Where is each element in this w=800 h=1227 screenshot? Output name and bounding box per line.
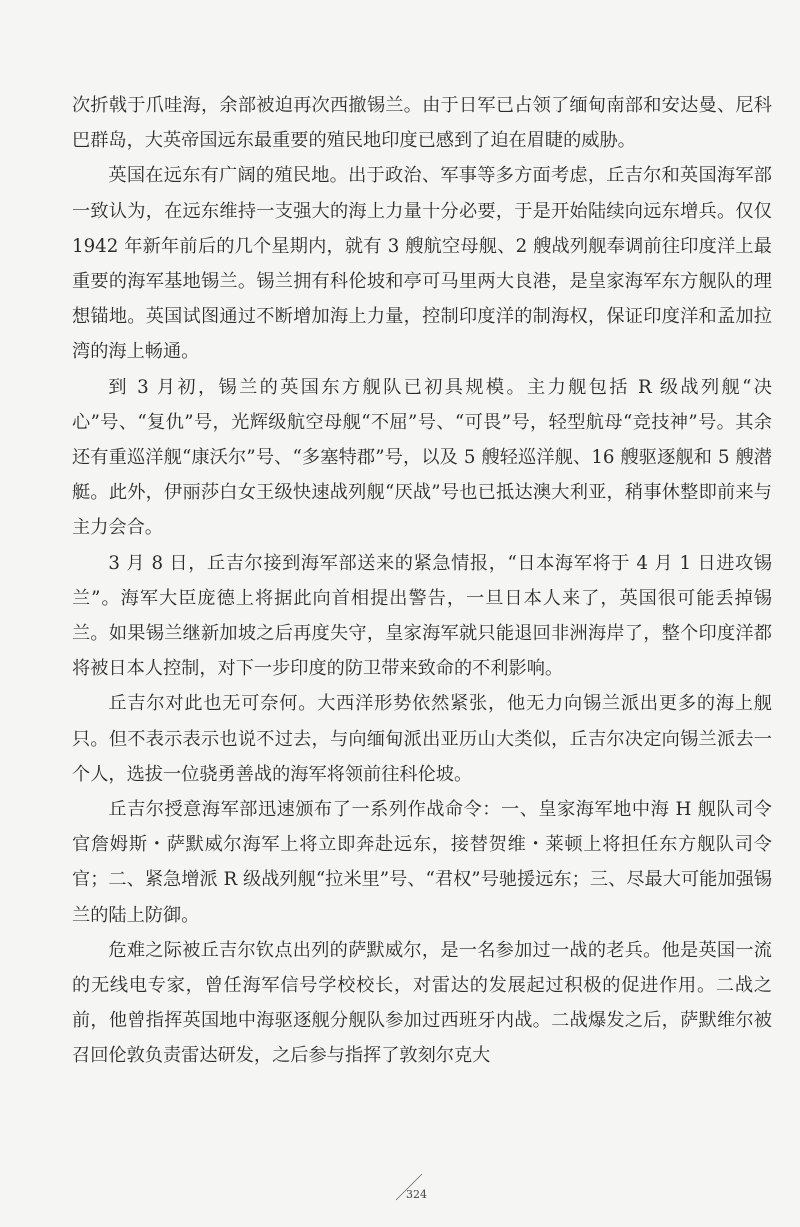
body-text (72, 88, 772, 1074)
paragraph-3: 到 3 月初，锡兰的英国东方舰队已初具规模。主力舰包括 R 级战列舰“决心”号、“复仇”号，光辉级航空母舰“不屈”号、“可畏”号，轻型航母“竞技神”号。其余还有重巡洋舰“康沃尔”号、“多塞特郡”号，以及 5 艘轻巡洋舰、16 艘驱逐舰和 5 艘潜艇。此外，伊丽莎白女王级快速战列舰“厌战”号也已抵达澳大利亚，稍事休整即前来与主力会合。 (72, 376, 772, 539)
paragraph-1: 次折戟于爪哇海，余部被迫再次西撤锡兰。由于日军已占领了缅甸南部和安达曼、尼科巴群岛，大英帝国远东最重要的殖民地印度已感到了迫在眉睫的威胁。 (72, 95, 772, 152)
paragraph-4: 3 月 8 日，丘吉尔接到海军部送来的紧急情报，“日本海军将于 4 月 1 日进攻锡兰”。海军大臣庞德上将据此向首相提出警告，一旦日本人来了，英国很可能丢掉锡兰。如果锡兰继新加坡之后再度失守，皇家海军就只能退回非洲海岸了，整个印度洋都将被日本人控制，对下一步印度的防卫带来致命的不利影响。 (72, 552, 772, 680)
paragraph-2: 英国在远东有广阔的殖民地。出于政治、军事等多方面考虑，丘吉尔和英国海军部一致认为，在远东维持一支强大的海上力量十分必要，于是开始陆续向远东增兵。仅仅 1942 年新年前后的几个星期内，就有 3 艘航空母舰、2 艘战列舰奉调前往印度洋上最重要的海军基地锡兰。锡兰拥有科伦坡和亭可马里两大良港，是皇家海军东方舰队的理想锚地。英国试图通过不断增加海上力量，控制印度洋的制海权，保证印度洋和孟加拉湾的海上畅通。 (72, 165, 772, 363)
page-footer (0, 1168, 800, 1208)
page-number: 324 (406, 1188, 427, 1201)
paragraph-6: 丘吉尔授意海军部迅速颁布了一系列作战命令：一、皇家海军地中海 H 舰队司令官詹姆斯・萨默威尔海军上将立即奔赴远东，接替贺维・莱顿上将担任东方舰队司令官；二、紧急增派 R 级战列舰“拉米里”号、“君权”号驰援远东；三、尽最大可能加强锡兰的陆上防御。 (72, 799, 772, 926)
paragraph-7: 危难之际被丘吉尔钦点出列的萨默威尔，是一名参加过一战的老兵。他是英国一流的无线电专家，曾任海军信号学校校长，对雷达的发展起过积极的促进作用。二战之前，他曾指挥英国地中海驱逐舰分舰队参加过西班牙内战。二战爆发之后，萨默维尔被召回伦敦负责雷达研发，之后参与指挥了敦刻尔克大 (72, 939, 772, 1067)
paragraph-5: 丘吉尔对此也无可奈何。大西洋形势依然紧张，他无力向锡兰派出更多的海上舰只。但不表示表示也说不过去，与向缅甸派出亚历山大类似，丘吉尔决定向锡兰派去一个人，选拔一位骁勇善战的海军将领前往科伦坡。 (72, 693, 772, 785)
